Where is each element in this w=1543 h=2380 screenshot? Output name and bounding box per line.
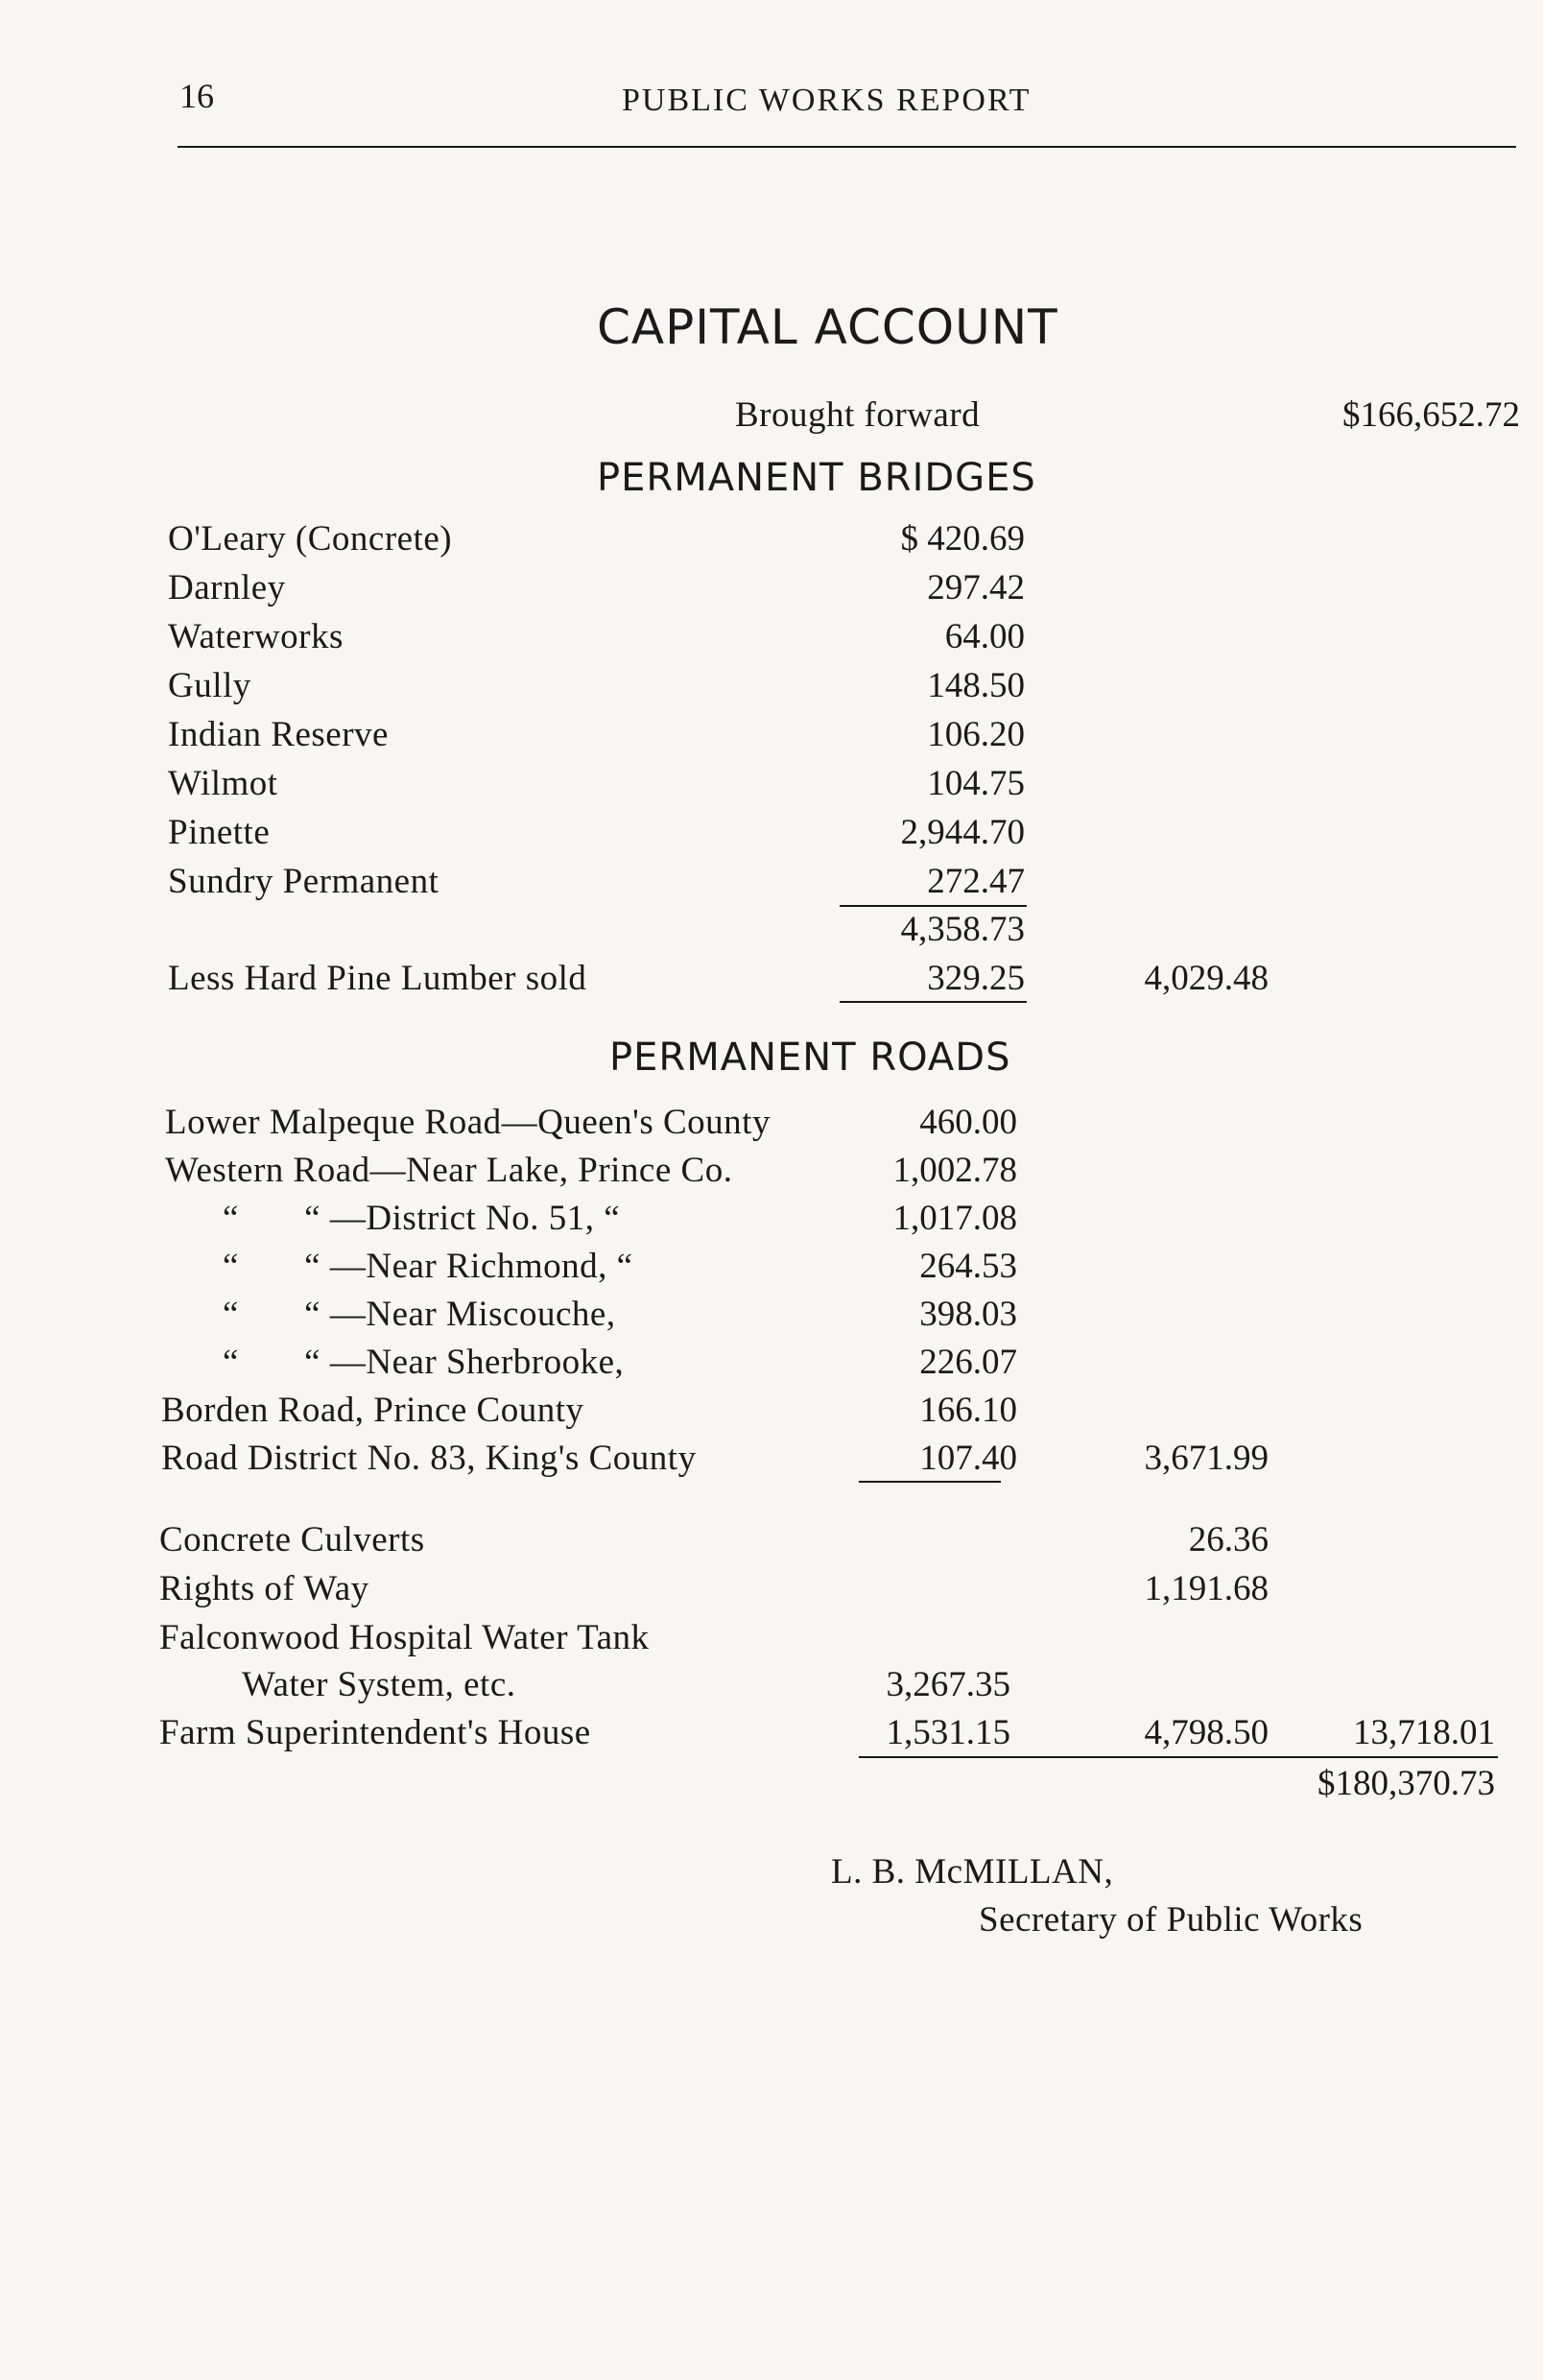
bridges-subtotal: 4,358.73 bbox=[900, 910, 1025, 949]
header-rule bbox=[178, 146, 1516, 148]
page-title: CAPITAL ACCOUNT bbox=[597, 299, 1058, 355]
bridge-amount: 2,944.70 bbox=[900, 813, 1025, 852]
bridge-amount: 272.47 bbox=[927, 862, 1025, 901]
bridge-amount: 64.00 bbox=[944, 617, 1025, 656]
bridge-amount: $ 420.69 bbox=[900, 519, 1025, 559]
road-label: Lower Malpeque Road—Queen's County bbox=[165, 1103, 771, 1142]
road-label: “ “ —District No. 51, “ bbox=[223, 1199, 621, 1238]
bridge-label: O'Leary (Concrete) bbox=[168, 519, 453, 559]
rights-of-way-amount: 1,191.68 bbox=[1144, 1569, 1269, 1608]
bridge-amount: 106.20 bbox=[927, 715, 1025, 754]
bridge-amount: 297.42 bbox=[927, 568, 1025, 607]
road-amount: 1,017.08 bbox=[892, 1199, 1017, 1238]
bridge-label: Gully bbox=[168, 666, 251, 705]
concrete-culverts-label: Concrete Culverts bbox=[159, 1520, 425, 1559]
bridge-label: Wilmot bbox=[168, 764, 278, 803]
less-lumber-amount: 329.25 bbox=[927, 959, 1025, 998]
total-rule bbox=[859, 1756, 1498, 1758]
road-label: Western Road—Near Lake, Prince Co. bbox=[165, 1151, 733, 1190]
signature-name: L. B. McMILLAN, bbox=[831, 1852, 1114, 1892]
bridge-amount: 104.75 bbox=[927, 764, 1025, 803]
bridges-net-total: 4,029.48 bbox=[1144, 959, 1269, 998]
road-amount: 1,002.78 bbox=[892, 1151, 1017, 1190]
road-label: Road District No. 83, King's County bbox=[161, 1439, 697, 1478]
running-title: PUBLIC WORKS REPORT bbox=[622, 83, 1032, 118]
bridge-label: Sundry Permanent bbox=[168, 862, 439, 901]
road-amount: 166.10 bbox=[919, 1391, 1017, 1430]
signature-title: Secretary of Public Works bbox=[979, 1900, 1364, 1940]
other-subtotal: 4,798.50 bbox=[1144, 1713, 1269, 1752]
brought-forward-label: Brought forward bbox=[735, 395, 981, 435]
bridge-label: Indian Reserve bbox=[168, 715, 389, 754]
roads-heading: PERMANENT ROADS bbox=[609, 1035, 1011, 1080]
road-amount: 460.00 bbox=[919, 1103, 1017, 1142]
falconwood-label: Falconwood Hospital Water Tank bbox=[159, 1618, 650, 1657]
bridge-label: Darnley bbox=[168, 568, 286, 607]
road-label: Borden Road, Prince County bbox=[161, 1391, 584, 1430]
road-amount: 107.40 bbox=[919, 1439, 1017, 1478]
road-label: “ “ —Near Miscouche, bbox=[223, 1295, 616, 1334]
road-label: “ “ —Near Richmond, “ bbox=[223, 1247, 633, 1286]
roads-total: 3,671.99 bbox=[1144, 1439, 1269, 1478]
falconwood-amount: 3,267.35 bbox=[886, 1665, 1010, 1704]
road-amount: 264.53 bbox=[919, 1247, 1017, 1286]
page-number: 16 bbox=[179, 77, 214, 115]
road-amount: 398.03 bbox=[919, 1295, 1017, 1334]
falconwood-label-cont: Water System, etc. bbox=[242, 1665, 516, 1704]
roads-sum-rule bbox=[859, 1481, 1001, 1483]
concrete-culverts-amount: 26.36 bbox=[1188, 1520, 1269, 1559]
section-total: 13,718.01 bbox=[1353, 1713, 1495, 1752]
farm-house-label: Farm Superintendent's House bbox=[159, 1713, 591, 1752]
bridges-heading: PERMANENT BRIDGES bbox=[597, 456, 1036, 500]
bridges-sum-rule bbox=[840, 905, 1027, 907]
road-label: “ “ —Near Sherbrooke, bbox=[223, 1343, 625, 1382]
road-amount: 226.07 bbox=[919, 1343, 1017, 1382]
farm-house-amount: 1,531.15 bbox=[886, 1713, 1010, 1752]
brought-forward-amount: $166,652.72 bbox=[1342, 395, 1520, 435]
bridges-net-rule bbox=[840, 1001, 1027, 1003]
grand-total: $180,370.73 bbox=[1317, 1764, 1495, 1803]
less-lumber-label: Less Hard Pine Lumber sold bbox=[168, 959, 587, 998]
bridge-label: Waterworks bbox=[168, 617, 344, 656]
bridge-label: Pinette bbox=[168, 813, 271, 852]
rights-of-way-label: Rights of Way bbox=[159, 1569, 369, 1608]
bridge-amount: 148.50 bbox=[927, 666, 1025, 705]
